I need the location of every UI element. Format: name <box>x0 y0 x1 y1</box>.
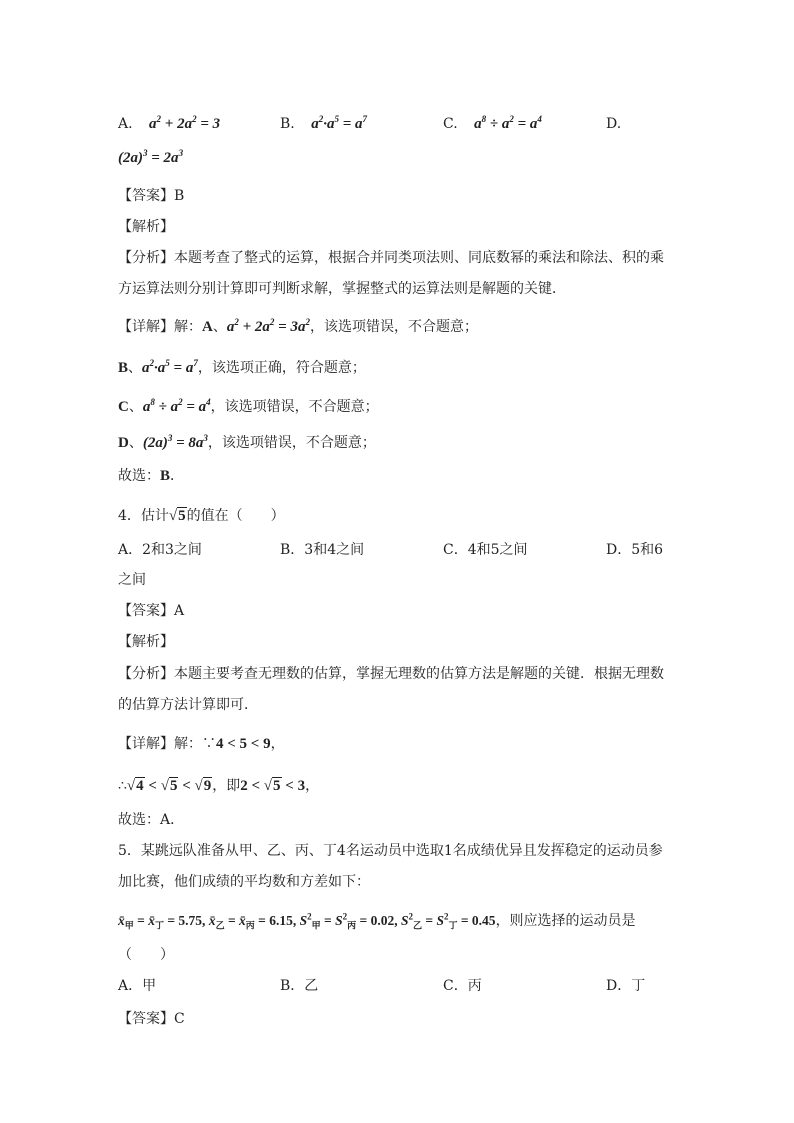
q3-detail-a: 【详解】解：A、$a^2 + 2a^2 = 3a^2$，该选项错误，不合题意； <box>118 317 478 335</box>
q3-option-a <box>118 114 220 134</box>
q3-fenxi-line2: 方运算法则分别计算即可判断求解，掌握整式的运算法则是解题的关键． <box>118 281 566 297</box>
q3-option-d-math: $(2a)^3 = 2a^3$ <box>118 148 184 166</box>
item-letter: C <box>118 399 129 415</box>
option-math: $a^2 + 2a^2 = 3$ <box>149 114 221 132</box>
q4-analysis-title: 【解析】 <box>118 634 174 650</box>
q5-stem-line1: 5．某跳远队准备从甲、乙、丙、丁4名运动员中选取1名成绩优异且发挥稳定的运动员参 <box>118 843 663 859</box>
option-label: C. <box>443 116 458 132</box>
q4-detail-line2: ∴√4 < √5 < √9，即2 < √5 < 3， <box>118 778 320 794</box>
q4-fenxi-line1: 【分析】本题主要考查无理数的估算，掌握无理数的估算方法是解题的关键．根据无理数 <box>118 666 664 682</box>
q3-option-b <box>280 114 367 134</box>
q3-detail-b: B、$a^2\cdot a^5 = a^7$，该选项正确，符合题意； <box>118 358 366 376</box>
q4-fenxi-line2: 的估算方法计算即可． <box>118 697 258 713</box>
item-letter: B <box>118 360 129 376</box>
detail-prefix: 【详解】解： <box>118 319 202 335</box>
item-text: ，该选项错误，不合题意； <box>309 319 478 335</box>
option-label: B. <box>280 116 295 132</box>
q3-option-c <box>443 114 542 134</box>
q5-paren: （ ） <box>118 947 174 963</box>
q4-option-c: C．4和5之间 <box>443 542 528 558</box>
q5-option-d: D．丁 <box>606 978 646 994</box>
q4-option-d: D．5和6 <box>606 542 664 558</box>
q3-answer: 【答案】B <box>118 188 185 204</box>
item-letter: A <box>202 319 213 335</box>
q3-option-d <box>606 114 621 134</box>
q5-stem-line2: 加比赛，他们成绩的平均数和方差如下： <box>118 874 370 890</box>
q3-fenxi-line1: 【分析】本题考查了整式的运算，根据合并同类项法则、同底数幂的乘法和除法、积的乘 <box>118 250 664 266</box>
q4-option-a: A．2和3之间 <box>118 542 202 558</box>
q3-analysis-title: 【解析】 <box>118 219 174 235</box>
q4-choose: 故选：A． <box>118 812 185 828</box>
q4-option-b: B．3和4之间 <box>280 542 365 558</box>
q4-option-d-wrap: 之间 <box>118 572 146 588</box>
q5-answer: 【答案】C <box>118 1011 185 1027</box>
q3-detail-c: C、$a^8 \div a^2 = a^4$，该选项错误，不合题意； <box>118 397 379 415</box>
option-math: $a^8 \div a^2 = a^4$ <box>474 114 542 132</box>
option-math: $a^2\cdot a^5 = a^7$ <box>311 114 368 132</box>
item-letter: D <box>118 435 129 451</box>
item-text: ，该选项错误，不合题意； <box>207 435 376 451</box>
item-text: ，该选项错误，不合题意； <box>210 399 379 415</box>
q3-choose: 故选：B． <box>118 468 185 484</box>
q4-stem: 4．估计√5的值在（ ） <box>118 508 285 524</box>
q5-option-b: B．乙 <box>280 978 319 994</box>
item-text: ，该选项正确，符合题意； <box>197 360 366 376</box>
q4-answer: 【答案】A <box>118 603 185 619</box>
q5-option-c: C．丙 <box>443 978 482 994</box>
q4-detail-line1: 【详解】解：∵4 < 5 < 9， <box>118 736 285 752</box>
q5-formula: $x̄_甲$ = $x̄_丁 = 5.75$, $x̄_乙$ = $x̄_丙 = 6.15$, $S^2_甲 = S^2_丙 = 0.02$, $S^2_乙 = S^2_丁 = 0.45$，则应选择的运动员是 <box>118 911 636 931</box>
q5-option-a: A．甲 <box>118 978 157 994</box>
option-label: D. <box>606 116 622 132</box>
q3-detail-d: D、$(2a)^3 = 8a^3$，该选项错误，不合题意； <box>118 433 376 451</box>
option-label: A. <box>118 116 133 132</box>
